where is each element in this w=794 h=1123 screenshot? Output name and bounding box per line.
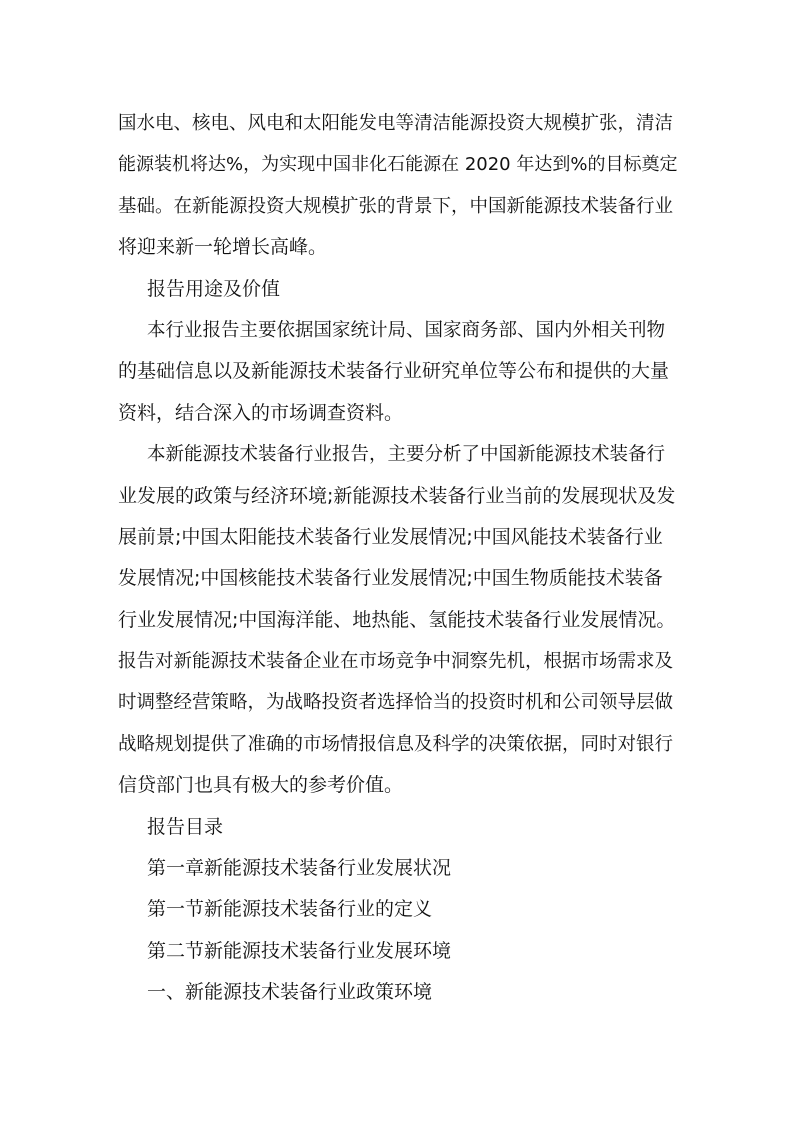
- paragraph-line: 信贷部门也具有极大的参考价值。: [118, 774, 404, 797]
- paragraph-line: 报告对新能源技术装备企业在市场竞争中洞察先机，根据市场需求及: [118, 651, 674, 673]
- toc-entry: 第二节新能源技术装备行业发展环境: [147, 939, 452, 962]
- paragraph-line: 时调整经营策略，为战略投资者选择恰当的投资时机和公司领导层做: [118, 692, 674, 714]
- section-heading: 报告目录: [147, 815, 224, 838]
- paragraph-line: 的基础信息以及新能源技术装备行业研究单位等公布和提供的大量: [118, 360, 670, 383]
- paragraph-line: 资料，结合深入的市场调查资料。: [118, 401, 404, 424]
- document-body: [118, 103, 678, 1014]
- paragraph-line: 行业发展情况;中国海洋能、地热能、氢能技术装备行业发展情况。: [118, 608, 676, 631]
- paragraph-line: 基础。在新能源投资大规模扩张的背景下，中国新能源技术装备行业: [118, 195, 674, 217]
- paragraph-line: 将迎来新一轮增长高峰。: [118, 236, 328, 259]
- section-heading: 报告用途及价值: [147, 277, 281, 300]
- paragraph-line: 展前景;中国太阳能技术装备行业发展情况;中国风能技术装备行业: [118, 525, 663, 548]
- paragraph-line: 本新能源技术装备行业报告，主要分析了中国新能源技术装备行: [147, 444, 666, 466]
- paragraph-line: 战略规划提供了准确的市场情报信息及科学的决策依据，同时对银行: [118, 733, 674, 755]
- paragraph-line: 业发展的政策与经济环境;新能源技术装备行业当前的发展现状及发: [118, 484, 676, 507]
- toc-entry: 第一章新能源技术装备行业发展状况: [147, 857, 452, 880]
- paragraph-line: 发展情况;中国核能技术装备行业发展情况;中国生物质能技术装备: [118, 567, 663, 590]
- paragraph-line: 能源装机将达%，为实现中国非化石能源在 2020 年达到%的目标奠定: [118, 154, 678, 176]
- paragraph-line: 本行业报告主要依据国家统计局、国家商务部、国内外相关刊物: [147, 319, 666, 341]
- paragraph-line: 国水电、核电、风电和太阳能发电等清洁能源投资大规模扩张，清洁: [118, 113, 674, 134]
- toc-entry: 一、新能源技术装备行业政策环境: [147, 981, 433, 1004]
- toc-entry: 第一节新能源技术装备行业的定义: [147, 898, 433, 921]
